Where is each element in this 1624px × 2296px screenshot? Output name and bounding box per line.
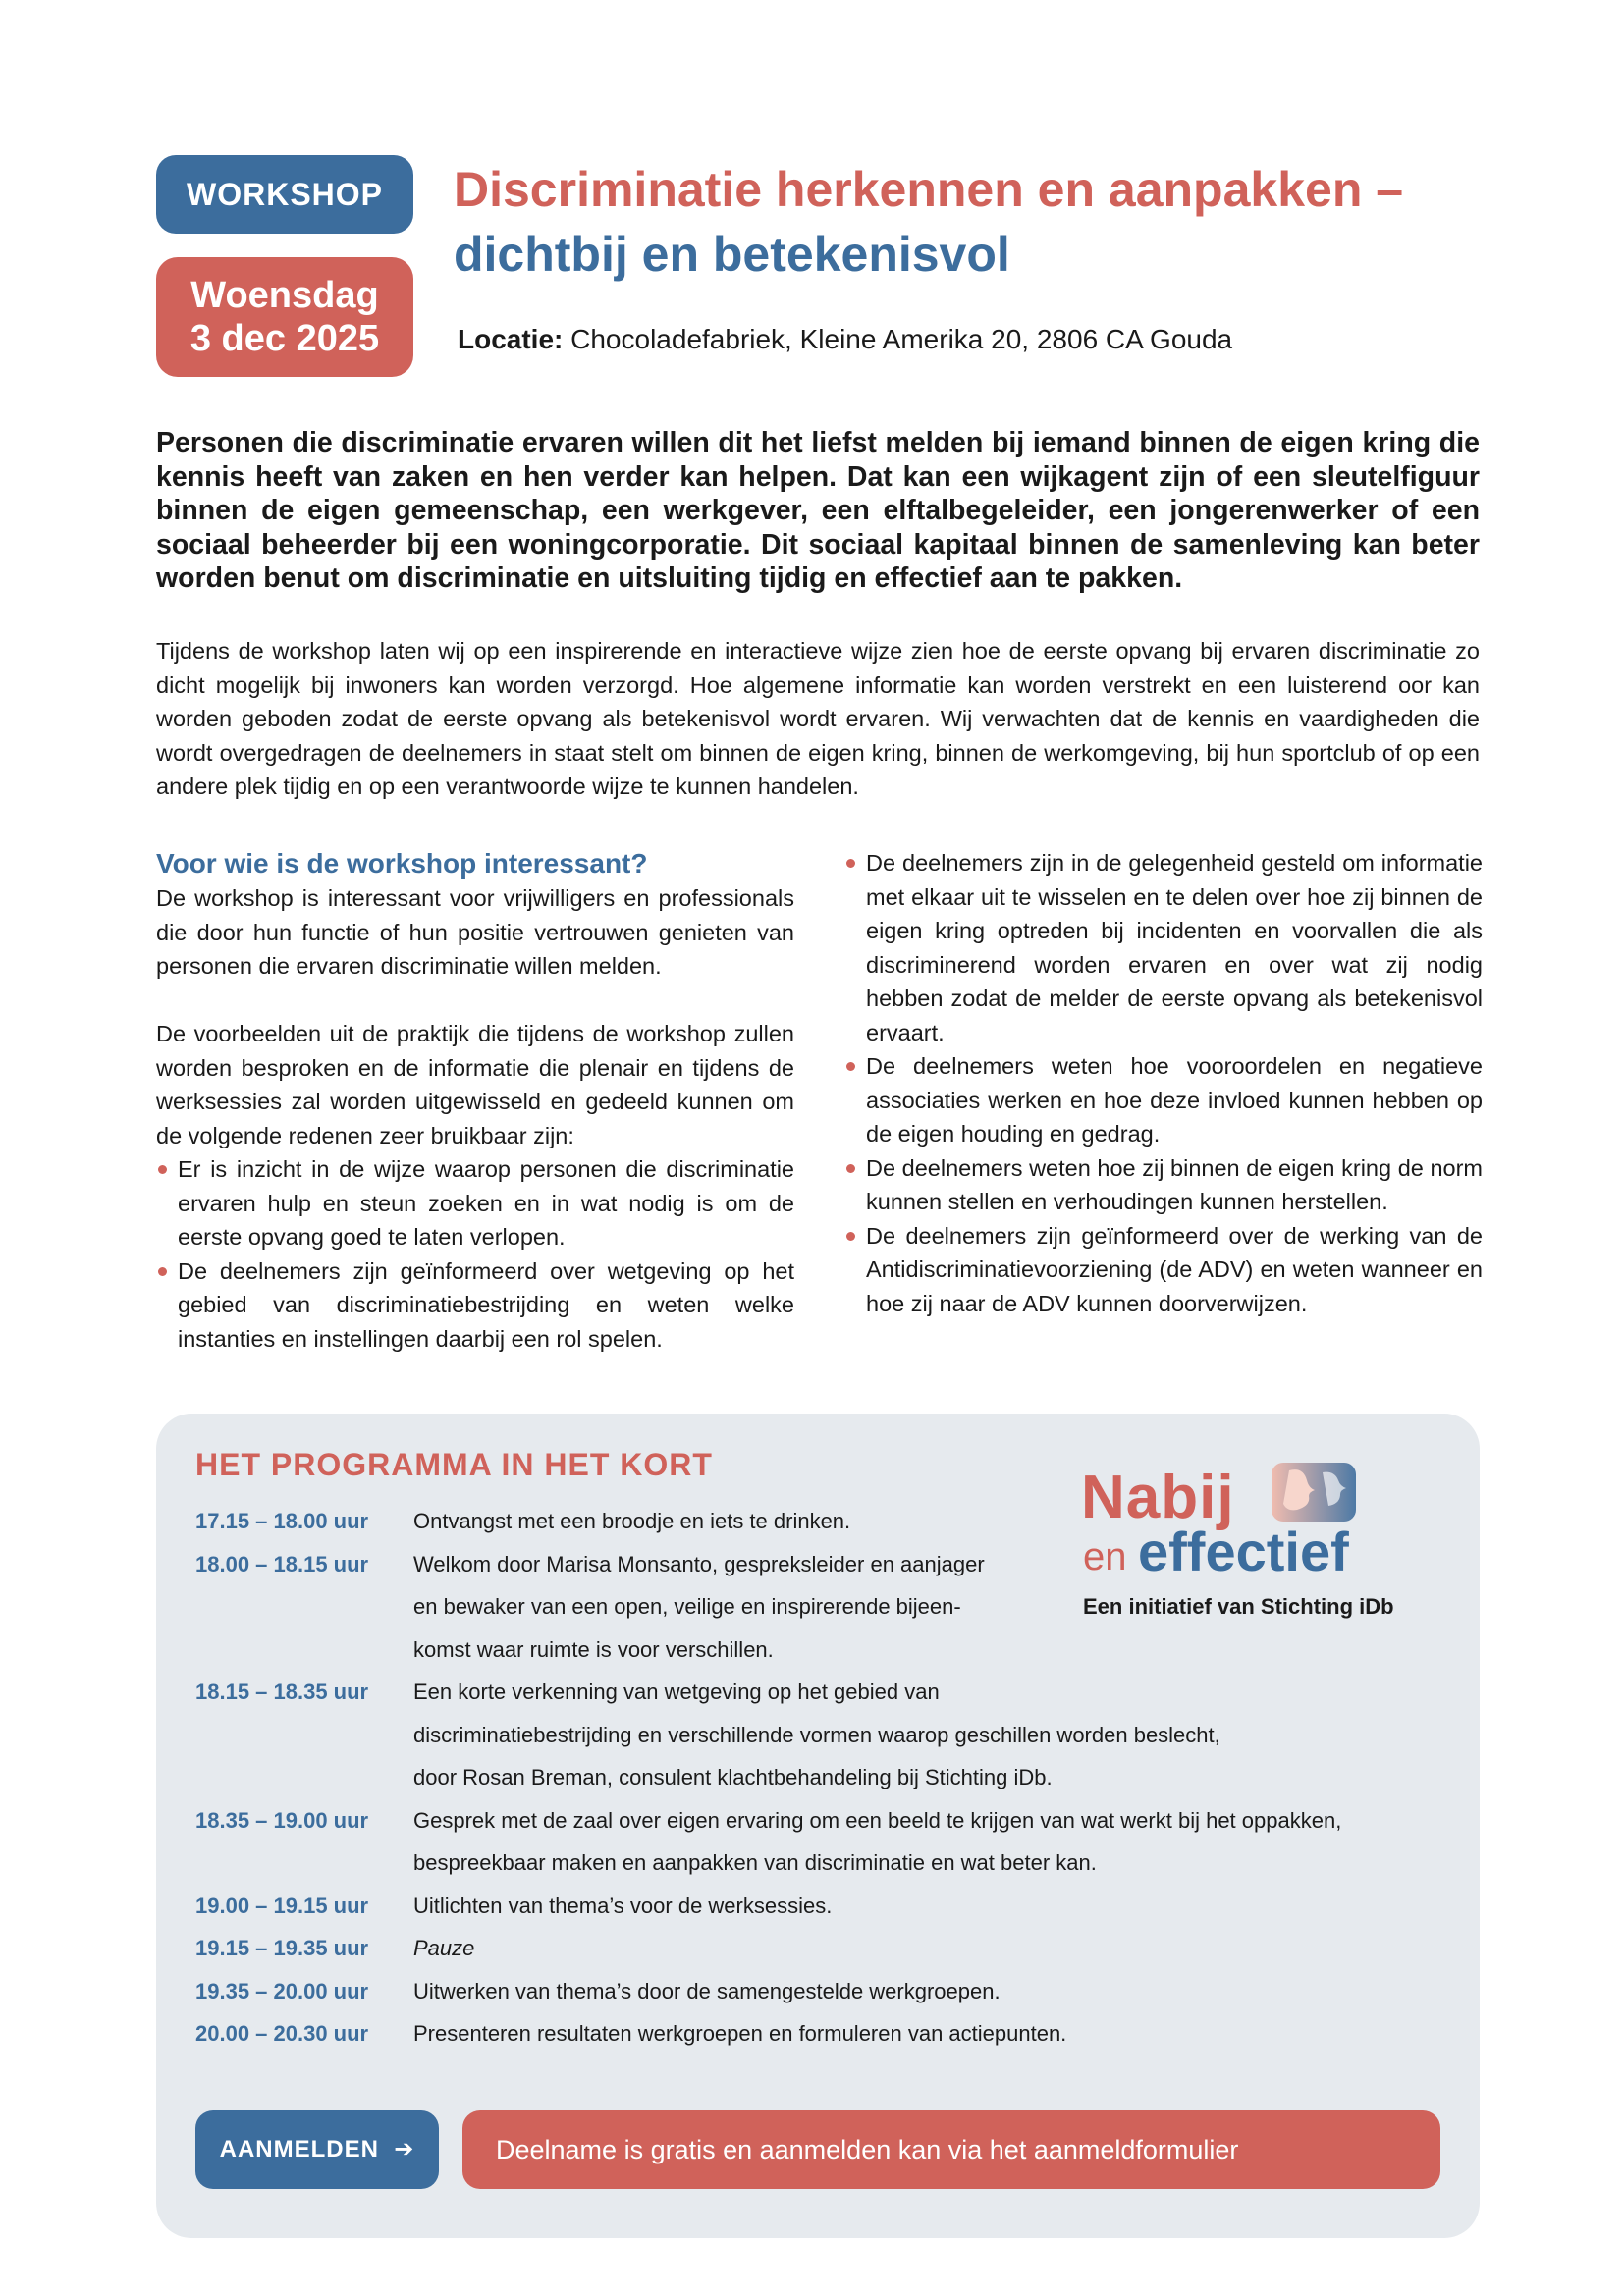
schedule-time: 20.00 – 20.30 uur — [195, 2021, 369, 2046]
bullet-dot-icon — [158, 1165, 167, 1174]
audience-heading: Voor wie is de workshop interessant? — [156, 848, 648, 879]
bullet-dot-icon — [158, 1267, 167, 1276]
schedule-description — [413, 1885, 1413, 1928]
audience-paragraph-1: De workshop is interessant voor vrijwilligers en professionals die door hun functie of hun positie vertrouwen genieten van personen die ervaren discriminatie willen melden. — [156, 885, 794, 979]
title-line-2: dichtbij en betekenisvol — [454, 227, 1010, 282]
schedule-time: 19.35 – 20.00 uur — [195, 1978, 369, 2003]
schedule-line: Een korte verkenning van wetgeving op het gebied van — [413, 1680, 940, 1704]
program-panel — [156, 1414, 1480, 2238]
logo-word-nabij: Nabij — [1081, 1464, 1235, 1531]
list-item — [844, 1049, 1483, 1151]
schedule-time: 18.00 – 18.15 uur — [195, 1551, 369, 1576]
schedule-line: Ontvangst met een broodje en iets te drinken. — [413, 1509, 851, 1533]
program-title: HET PROGRAMMA IN HET KORT — [195, 1447, 713, 1482]
logo-tagline: Een initiatief van Stichting iDb — [1083, 1594, 1394, 1619]
signup-note-bar[interactable]: Deelname is gratis en aanmelden kan via het aanmeldformulier — [462, 2110, 1440, 2189]
schedule-time: 19.15 – 19.35 uur — [195, 1936, 369, 1960]
schedule-row — [195, 1927, 1413, 1970]
schedule-row — [195, 1970, 1413, 2013]
date-badge — [156, 257, 413, 377]
arrow-right-icon: ➔ — [394, 2136, 415, 2163]
bullet-list-left — [156, 1152, 794, 1356]
location — [458, 324, 1232, 355]
schedule-time: 18.35 – 19.00 uur — [195, 1807, 369, 1833]
title-line-1: Discriminatie herkennen en aanpakken – — [454, 162, 1404, 217]
schedule-row — [195, 2012, 1413, 2056]
schedule-row — [195, 1671, 1413, 1799]
bullet-dot-icon — [846, 1062, 855, 1071]
schedule-row — [195, 1799, 1413, 1885]
schedule-row — [195, 1885, 1413, 1928]
logo-word-effectief: effectief — [1138, 1521, 1349, 1582]
list-item — [844, 846, 1483, 1049]
bullet-dot-icon — [846, 1164, 855, 1173]
location-value: Chocoladefabriek, Kleine Amerika 20, 2806 CA Gouda — [563, 324, 1233, 354]
schedule-line: komst waar ruimte is voor verschillen. — [413, 1636, 774, 1662]
speech-faces-icon — [1270, 1461, 1358, 1523]
schedule-time: 17.15 – 18.00 uur — [195, 1509, 369, 1533]
schedule-line: Gesprek met de zaal over eigen ervaring om een beeld te krijgen van wat werkt bij het oppakken, — [413, 1807, 1342, 1833]
list-item — [156, 1152, 794, 1255]
schedule-description — [413, 1671, 1413, 1799]
list-item — [844, 1151, 1483, 1219]
schedule-description — [413, 2012, 1413, 2056]
schedule-time: 19.00 – 19.15 uur — [195, 1893, 369, 1918]
schedule-time: 18.15 – 18.35 uur — [195, 1680, 369, 1704]
nabij-effectief-logo — [1081, 1461, 1415, 1637]
schedule-line: en bewaker van een open, veilige en inspirerende bijeen- — [413, 1594, 961, 1619]
workshop-badge: WORKSHOP — [156, 155, 413, 234]
list-item-text: De deelnemers zijn geïnformeerd over de werking van de Antidiscriminatievoorziening (de ADV) en weten wanneer en hoe zij naar de ADV kunnen doorverwijzen. — [866, 1222, 1483, 1316]
list-item-text: Er is inzicht in de wijze waarop personen die discriminatie ervaren hulp en steun zoeken en in wat nodig is om de eerste opvang goed te laten verlopen. — [178, 1156, 794, 1250]
page-title — [454, 157, 1534, 287]
schedule-line: bespreekbaar maken en aanpakken van discriminatie en wat beter kan. — [413, 1850, 1097, 1875]
schedule-line: discriminatiebestrijding en verschillende vormen waarop geschillen worden beslecht, — [413, 1722, 1220, 1747]
schedule-line: Welkom door Marisa Monsanto, gespreksleider en aanjager — [413, 1551, 985, 1576]
logo-word-en: en — [1083, 1535, 1127, 1578]
schedule-line: Uitwerken van thema’s door de samengestelde werkgroepen. — [413, 1978, 1001, 2003]
schedule-line: door Rosan Breman, consulent klachtbehandeling bij Stichting iDb. — [413, 1765, 1053, 1789]
right-column — [844, 846, 1483, 1320]
list-item-text: De deelnemers zijn geïnformeerd over wetgeving op het gebied van discriminatiebestrijding en weten welke instanties en instellingen daarbij een rol spelen. — [178, 1257, 794, 1352]
audience-paragraph-2: De voorbeelden uit de praktijk die tijdens de workshop zullen worden besproken en de informatie die plenair en tijdens de werksessies zal worden uitgewisseld en gedeeld kunnen om de volgende redenen zeer bruikbaar zijn: — [156, 1021, 794, 1148]
schedule-line: Uitlichten van thema’s voor de werksessies. — [413, 1893, 833, 1918]
aanmelden-label: AANMELDEN — [219, 2136, 379, 2163]
left-column — [156, 846, 794, 1356]
schedule-line: Presenteren resultaten werkgroepen en formuleren van actiepunten. — [413, 2021, 1067, 2046]
schedule-description — [413, 1970, 1413, 2013]
lead-paragraph: Personen die discriminatie ervaren willen dit het liefst melden bij iemand binnen de eigen kring die kennis heeft van zaken en hen verder kan helpen. Dat kan een wijkagent zijn of een sleutelfiguur binnen de eigen gemeenschap, een werkgever, een elftalbegeleider, een jongerenwerker of een sociaal beheerder bij een woningcorporatie. Dit sociaal kapitaal binnen de samenleving kan beter worden benut om discriminatie en uitsluiting tijdig en effectief aan te pakken. — [156, 427, 1480, 594]
bullet-dot-icon — [846, 1232, 855, 1241]
bullet-dot-icon — [846, 859, 855, 868]
schedule-line: Pauze — [413, 1936, 475, 1960]
location-label: Locatie: — [458, 324, 564, 354]
list-item-text: De deelnemers weten hoe vooroordelen en negatieve associaties werken en hoe deze invloed kunnen hebben op de eigen houding en gedrag. — [866, 1053, 1483, 1147]
list-item — [844, 1219, 1483, 1321]
intro-paragraph: Tijdens de workshop laten wij op een inspirerende en interactieve wijze zien hoe de eerste opvang bij ervaren discriminatie zo dicht mogelijk bij inwoners kan worden verzorgd. Hoe algemene informatie kan worden verstrekt en een luisterend oor kan worden geboden zodat de eerste opvang als betekenisvol wordt ervaren. Wij verwachten dat de kennis en vaardigheden die wordt overgedragen de deelnemers in staat stelt om binnen de eigen kring, binnen de werkomgeving, bij hun sportclub of op een andere plek tijdig en op een verantwoorde wijze te kunnen handelen. — [156, 638, 1480, 799]
schedule-description — [413, 1927, 1413, 1970]
bullet-list-right — [844, 846, 1483, 1320]
date-day: 3 dec 2025 — [189, 318, 380, 359]
list-item — [156, 1255, 794, 1357]
list-item-text: De deelnemers zijn in de gelegenheid gesteld om informatie met elkaar uit te wisselen en te delen over hoe zij binnen de eigen kring optreden bij incidenten en voorvallen die als discriminerend worden ervaren en over wat zij nodig hebben zodat de melder de eerste opvang als betekenisvol ervaart. — [866, 850, 1483, 1045]
list-item-text: De deelnemers weten hoe zij binnen de eigen kring de norm kunnen stellen en verhoudingen kunnen herstellen. — [866, 1154, 1483, 1214]
schedule-description — [413, 1799, 1413, 1885]
aanmelden-button[interactable] — [195, 2110, 439, 2189]
date-weekday: Woensdag — [190, 275, 379, 316]
